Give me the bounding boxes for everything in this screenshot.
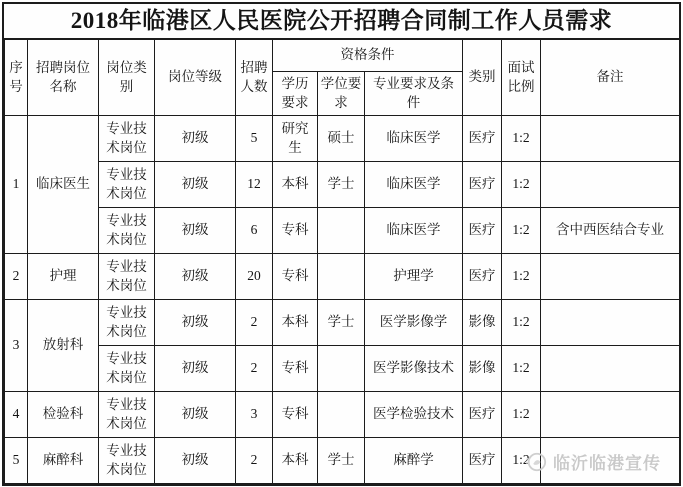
table-row <box>5 346 680 392</box>
col-header-post-name: 招聘岗位名称 <box>28 40 99 116</box>
education-cell: 专科 <box>273 208 318 254</box>
post-name-cell: 检验科 <box>28 392 99 438</box>
category-cell: 专业技术岗位 <box>99 300 155 346</box>
category-cell: 专业技术岗位 <box>99 254 155 300</box>
recruitment-demand-table <box>4 39 680 484</box>
major-cell: 临床医学 <box>365 116 463 162</box>
education-cell: 专科 <box>273 392 318 438</box>
serial-cell: 3 <box>5 300 28 392</box>
col-header-post-level: 岗位等级 <box>155 40 236 116</box>
post-name-cell: 放射科 <box>28 300 99 392</box>
headcount-cell: 3 <box>236 392 273 438</box>
education-cell: 本科 <box>273 438 318 484</box>
type-cell: 影像 <box>463 346 502 392</box>
category-cell: 专业技术岗位 <box>99 346 155 392</box>
major-cell: 护理学 <box>365 254 463 300</box>
headcount-cell: 20 <box>236 254 273 300</box>
major-cell: 医学影像学 <box>365 300 463 346</box>
ratio-cell: 1:2 <box>502 438 541 484</box>
post-name-cell: 临床医生 <box>28 116 99 254</box>
ratio-cell: 1:2 <box>502 254 541 300</box>
level-cell: 初级 <box>155 254 236 300</box>
remark-cell <box>541 162 680 208</box>
col-header-serial: 序号 <box>5 40 28 116</box>
table-row <box>5 162 680 208</box>
category-cell: 专业技术岗位 <box>99 208 155 254</box>
category-cell: 专业技术岗位 <box>99 162 155 208</box>
remark-cell <box>541 438 680 484</box>
headcount-cell: 6 <box>236 208 273 254</box>
serial-cell: 1 <box>5 116 28 254</box>
col-header-interview-ratio: 面试比例 <box>502 40 541 116</box>
level-cell: 初级 <box>155 392 236 438</box>
type-cell: 医疗 <box>463 162 502 208</box>
category-cell: 专业技术岗位 <box>99 392 155 438</box>
watermark-text: 临沂临港宣传 <box>553 454 661 473</box>
col-header-education: 学历要求 <box>273 72 318 116</box>
col-header-headcount: 招聘人数 <box>236 40 273 116</box>
remark-cell <box>541 254 680 300</box>
col-header-type: 类别 <box>463 40 502 116</box>
remark-cell: 含中西医结合专业 <box>541 208 680 254</box>
headcount-cell: 12 <box>236 162 273 208</box>
ratio-cell: 1:2 <box>502 116 541 162</box>
recruitment-sheet <box>2 2 681 486</box>
level-cell: 初级 <box>155 300 236 346</box>
serial-cell: 2 <box>5 254 28 300</box>
education-cell: 专科 <box>273 254 318 300</box>
type-cell: 医疗 <box>463 116 502 162</box>
type-cell: 影像 <box>463 300 502 346</box>
headcount-cell: 5 <box>236 116 273 162</box>
post-name-cell: 麻醉科 <box>28 438 99 484</box>
serial-cell: 4 <box>5 392 28 438</box>
education-cell: 本科 <box>273 162 318 208</box>
headcount-cell: 2 <box>236 438 273 484</box>
remark-cell <box>541 116 680 162</box>
degree-cell: 学士 <box>318 162 365 208</box>
post-name-cell: 护理 <box>28 254 99 300</box>
remark-cell <box>541 392 680 438</box>
table-row <box>5 116 680 162</box>
col-header-qualifications: 资格条件 <box>273 40 463 72</box>
level-cell: 初级 <box>155 116 236 162</box>
table-row <box>5 254 680 300</box>
education-cell: 研究生 <box>273 116 318 162</box>
degree-cell: 学士 <box>318 300 365 346</box>
level-cell: 初级 <box>155 208 236 254</box>
type-cell: 医疗 <box>463 392 502 438</box>
header-row-1 <box>5 40 680 72</box>
type-cell: 医疗 <box>463 438 502 484</box>
degree-cell <box>318 254 365 300</box>
degree-cell: 硕士 <box>318 116 365 162</box>
education-cell: 专科 <box>273 346 318 392</box>
level-cell: 初级 <box>155 438 236 484</box>
major-cell: 医学检验技术 <box>365 392 463 438</box>
col-header-major: 专业要求及条件 <box>365 72 463 116</box>
col-header-degree: 学位要求 <box>318 72 365 116</box>
ratio-cell: 1:2 <box>502 392 541 438</box>
table-row <box>5 438 680 484</box>
col-header-remark: 备注 <box>541 40 680 116</box>
headcount-cell: 2 <box>236 300 273 346</box>
page-title: 2018年临港区人民医院公开招聘合同制工作人员需求 <box>4 4 679 39</box>
ratio-cell: 1:2 <box>502 346 541 392</box>
remark-cell <box>541 346 680 392</box>
ratio-cell: 1:2 <box>502 208 541 254</box>
degree-cell: 学士 <box>318 438 365 484</box>
headcount-cell: 2 <box>236 346 273 392</box>
degree-cell <box>318 346 365 392</box>
col-header-post-category: 岗位类别 <box>99 40 155 116</box>
table-row <box>5 208 680 254</box>
serial-cell: 5 <box>5 438 28 484</box>
type-cell: 医疗 <box>463 208 502 254</box>
level-cell: 初级 <box>155 346 236 392</box>
ratio-cell: 1:2 <box>502 162 541 208</box>
major-cell: 临床医学 <box>365 208 463 254</box>
major-cell: 麻醉学 <box>365 438 463 484</box>
major-cell: 医学影像技术 <box>365 346 463 392</box>
category-cell: 专业技术岗位 <box>99 116 155 162</box>
category-cell: 专业技术岗位 <box>99 438 155 484</box>
level-cell: 初级 <box>155 162 236 208</box>
education-cell: 本科 <box>273 300 318 346</box>
table-row <box>5 392 680 438</box>
degree-cell <box>318 392 365 438</box>
degree-cell <box>318 208 365 254</box>
type-cell: 医疗 <box>463 254 502 300</box>
ratio-cell: 1:2 <box>502 300 541 346</box>
major-cell: 临床医学 <box>365 162 463 208</box>
remark-cell <box>541 300 680 346</box>
table-row <box>5 300 680 346</box>
